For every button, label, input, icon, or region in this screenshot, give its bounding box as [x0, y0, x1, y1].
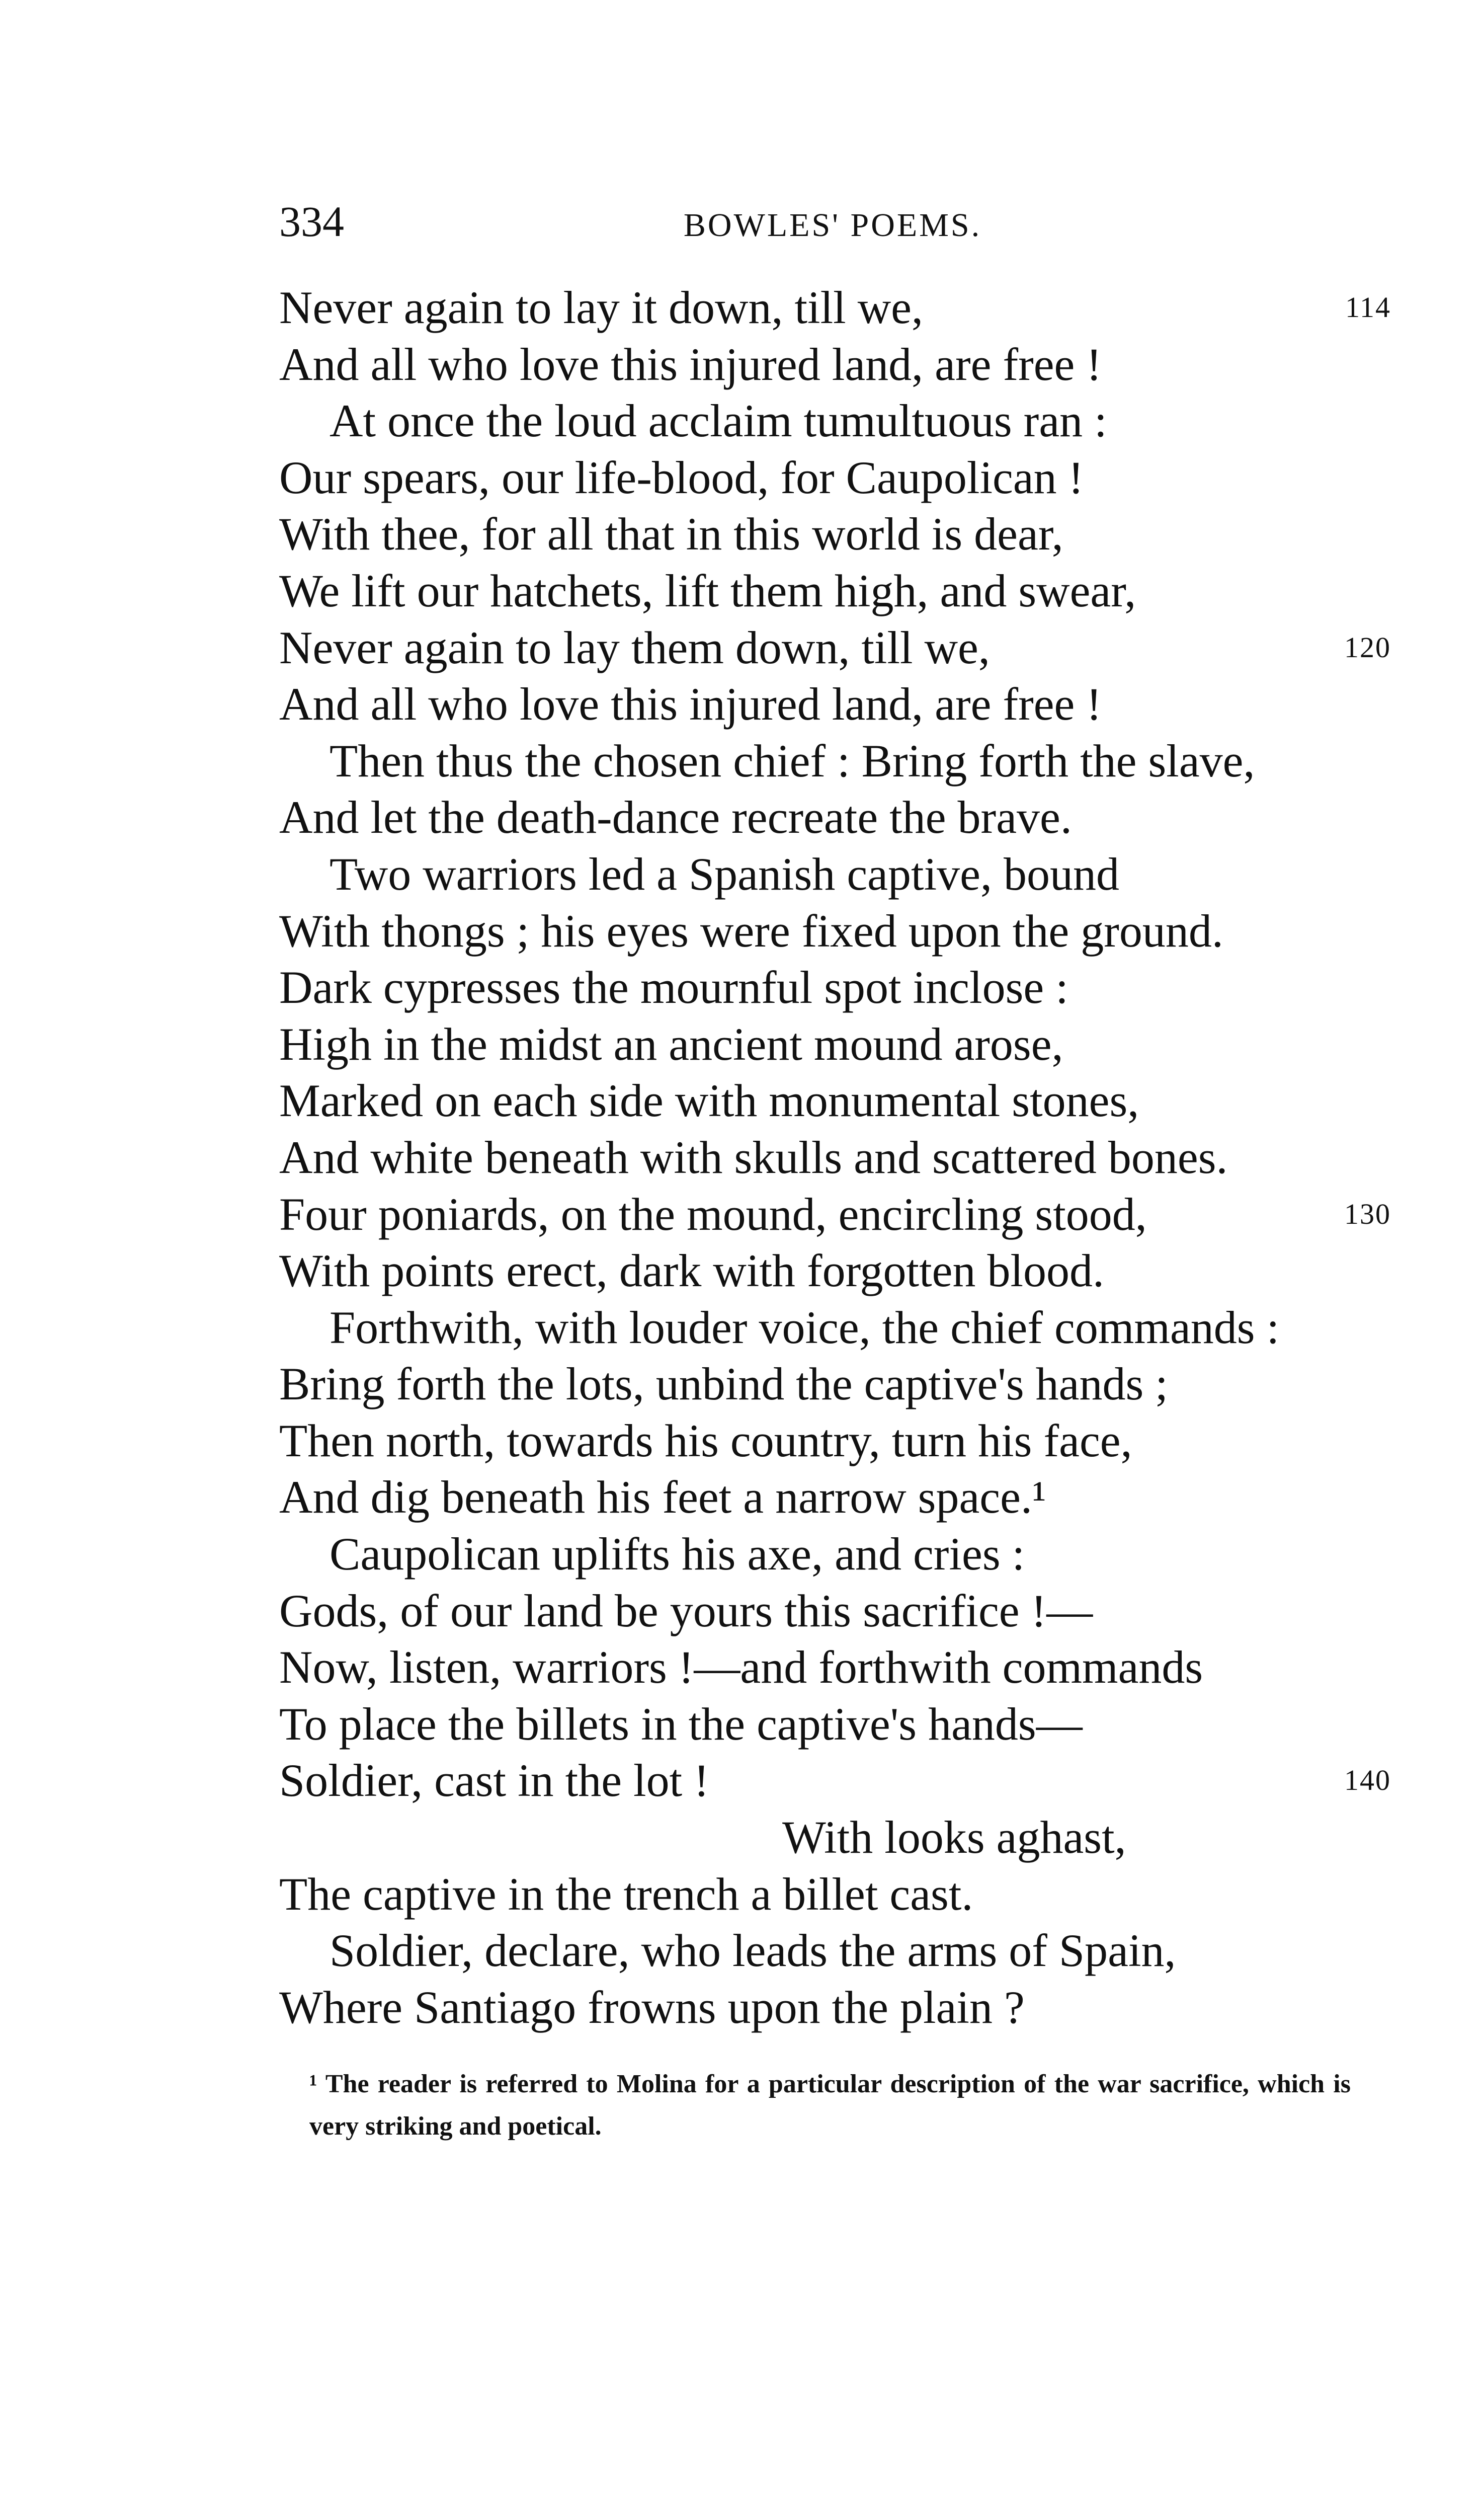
poem-line-text: Where Santiago frowns upon the plain ? — [279, 1981, 1025, 2033]
poem-line — [279, 1299, 1391, 1356]
poem-line — [279, 959, 1391, 1016]
poem-line — [279, 1186, 1391, 1243]
poem-text — [279, 279, 1391, 2035]
poem-line — [279, 506, 1391, 563]
poem-line — [279, 1129, 1391, 1186]
footnote — [279, 2063, 1351, 2148]
poem-line — [279, 1242, 1391, 1299]
poem-line — [279, 1639, 1391, 1696]
poem-line-text: Our spears, our life-blood, for Caupolican ! — [279, 451, 1084, 503]
poem-line-text: We lift our hatchets, lift them high, and swear, — [279, 565, 1136, 616]
poem-line — [279, 279, 1391, 336]
poem-line — [279, 1356, 1391, 1412]
poem-line-text: Never again to lay it down, till we, — [279, 282, 924, 333]
poem-line-text: Forthwith, with louder voice, the chief commands : — [329, 1301, 1280, 1353]
poem-line-text: And all who love this injured land, are free ! — [279, 678, 1102, 730]
poem-line — [279, 1752, 1391, 1809]
poem-line-text: At once the loud acclaim tumultuous ran : — [329, 395, 1107, 447]
page-number: 334 — [279, 197, 344, 246]
poem-line — [279, 1922, 1391, 1979]
poem-line-text: High in the midst an ancient mound arose, — [279, 1018, 1063, 1070]
poem-line-text: Gods, of our land be yours this sacrifice !— — [279, 1585, 1093, 1636]
footnote-text: ¹ The reader is referred to Molina for a particular description of the war sacrifice, which is very striking and poetical. — [309, 2070, 1351, 2141]
poem-line — [279, 903, 1391, 960]
poem-line-text: And all who love this injured land, are free ! — [279, 338, 1102, 390]
poem-line — [279, 1469, 1391, 1526]
poem-line — [279, 676, 1391, 733]
poem-line-text: The captive in the trench a billet cast. — [279, 1868, 973, 1920]
poem-line — [279, 1866, 1391, 1923]
poem-line — [279, 846, 1391, 903]
line-number: 130 — [1344, 1197, 1391, 1230]
poem-line — [279, 336, 1391, 393]
poem-line-text: Soldier, cast in the lot ! — [279, 1755, 709, 1806]
poem-line-text: Caupolican uplifts his axe, and cries : — [329, 1528, 1025, 1580]
poem-line-text: With thongs ; his eyes were fixed upon the ground. — [279, 905, 1223, 957]
poem-line — [279, 1526, 1391, 1583]
poem-line — [279, 1412, 1391, 1469]
poem-line-text: With looks aghast, — [782, 1812, 1126, 1863]
poem-line — [279, 563, 1391, 619]
poem-line-text: Bring forth the lots, unbind the captive's hands ; — [279, 1358, 1168, 1410]
line-number: 140 — [1344, 1764, 1391, 1797]
poem-line-text: Four poniards, on the mound, encircling stood, — [279, 1188, 1147, 1240]
poem-line — [279, 449, 1391, 506]
poem-line-text: Never again to lay them down, till we, — [279, 621, 990, 673]
poem-line-text: With points erect, dark with forgotten blood. — [279, 1245, 1105, 1297]
poem-line — [279, 1072, 1391, 1129]
poem-line-text: Then north, towards his country, turn his face, — [279, 1414, 1132, 1466]
poem-line — [279, 1016, 1391, 1073]
running-title: BOWLES' POEMS. — [683, 207, 982, 244]
poem-line — [279, 1809, 1391, 1866]
line-number: 120 — [1344, 631, 1391, 664]
poem-line-text: And white beneath with skulls and scattered bones. — [279, 1131, 1228, 1183]
poem-line-text: Now, listen, warriors !—and forthwith commands — [279, 1641, 1203, 1693]
poem-line-text: To place the billets in the captive's hands— — [279, 1698, 1083, 1750]
poem-line-text: Marked on each side with monumental stones, — [279, 1075, 1139, 1127]
poem-line — [279, 789, 1391, 846]
poem-line-text: And let the death-dance recreate the brave. — [279, 792, 1072, 843]
poem-line — [279, 619, 1391, 676]
poem-line-text: Two warriors led a Spanish captive, bound — [329, 848, 1119, 900]
poem-line-text: Then thus the chosen chief : Bring forth the slave, — [329, 735, 1255, 787]
poem-line-text: Soldier, declare, who leads the arms of Spain, — [329, 1925, 1176, 1977]
running-head — [279, 191, 1366, 252]
poem-line-text: With thee, for all that in this world is dear, — [279, 508, 1063, 560]
poem-line — [279, 1696, 1391, 1753]
poem-line — [279, 1979, 1391, 2036]
poem-line — [279, 1583, 1391, 1639]
poem-line-text: And dig beneath his feet a narrow space.¹ — [279, 1471, 1046, 1523]
line-number: 114 — [1345, 291, 1391, 324]
poem-line — [279, 733, 1391, 790]
poem-line — [279, 392, 1391, 449]
poem-line-text: Dark cypresses the mournful spot inclose : — [279, 962, 1068, 1013]
